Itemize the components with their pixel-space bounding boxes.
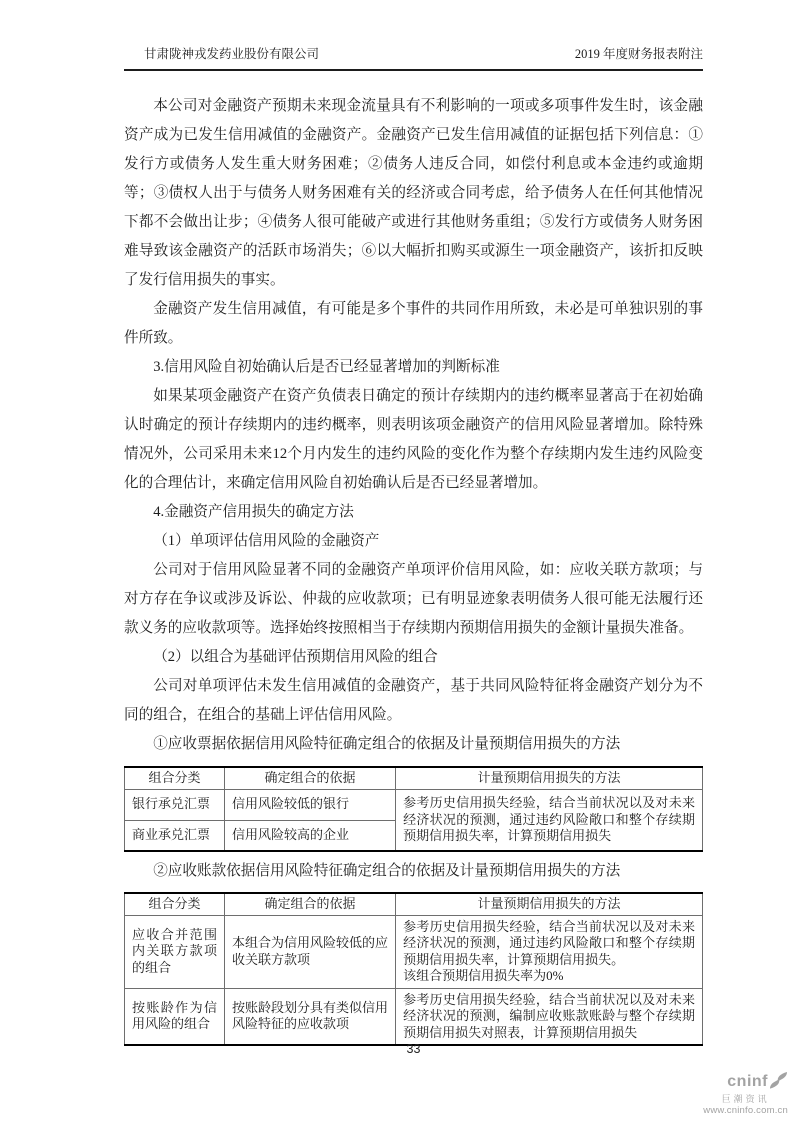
cell-method — [396, 988, 703, 1045]
accounts-receivable-table — [124, 892, 703, 1046]
method-line: 参考历史信用损失经验，结合当前状况以及对未来经济状况的预测，通过违约风险敞口和整个存续期预期信用损失率，计算预期信用损失。 — [403, 918, 695, 967]
paragraph: 公司对于信用风险显著不同的金融资产单项评价信用风险，如：应收关联方款项；与对方存在争议或涉及诉讼、仲裁的应收款项；已有明显迹象表明债务人很可能无法履行还款义务的应收款项等。选择始终按照相当于存续期内预期信用损失的金额计量损失准备。 — [124, 562, 703, 636]
subsection-heading-1: （1）单项评估信用风险的金融资产 — [153, 533, 380, 549]
cninfo-chinese-name: 巨潮资讯 — [721, 1093, 770, 1104]
company-name: 甘肃陇神戎发药业股份有限公司 — [144, 47, 320, 61]
method-line: 该组合预期信用损失率为0% — [403, 968, 564, 983]
table-header-row — [125, 767, 703, 789]
table1-caption: ①应收票据依据信用风险特征确定组合的依据及计量预期信用损失的方法 — [153, 736, 621, 752]
cell-category: 商业承兑汇票 — [125, 820, 225, 851]
cell-category: 按账龄作为信用风险的组合 — [125, 988, 225, 1045]
cell-basis: 本组合为信用风险较低的应收关联方款项 — [224, 915, 395, 988]
column-header: 组合分类 — [125, 767, 225, 789]
cell-basis: 信用风险较低的银行 — [224, 789, 395, 820]
section-heading-3: 3.信用风险自初始确认后是否已经显著增加的判断标准 — [153, 359, 500, 375]
section-heading-4: 4.金融资产信用损失的确定方法 — [153, 504, 354, 520]
column-header: 确定组合的依据 — [224, 893, 395, 915]
page-content — [124, 44, 703, 1046]
paragraph: 本公司对金融资产预期未来现金流量具有不利影响的一项或多项事件发生时，该金融资产成为已发生信用减值的金融资产。金融资产已发生信用减值的证据包括下列信息：①发行方或债务人发生重大财务困难；②债务人违反合同，如偿付利息或本金违约或逾期等；③债权人出于与债务人财务困难有关的经济或合同考虑，给予债务人在任何其他情况下都不会做出让步；④债务人很可能破产或进行其他财务重组；⑤发行方或债务人财务困难导致该金融资产的活跃市场消失；⑥以大幅折扣购买或源生一项金融资产，该折扣反映了发行信用损失的事实。 — [124, 98, 703, 288]
table-row — [125, 988, 703, 1045]
paragraph: 如果某项金融资产在资产负债表日确定的预计存续期内的违约概率显著高于在初始确认时确定的预计存续期内的违约概率，则表明该项金融资产的信用风险显著增加。除特殊情况外，公司采用未来12个月内发生的违约风险的变化作为整个存续期内发生违约风险变化的合理估计，来确定信用风险自初始确认后是否已经显著增加。 — [124, 388, 703, 491]
column-header: 计量预期信用损失的方法 — [396, 767, 703, 789]
cninfo-brand-row — [703, 1072, 788, 1094]
cell-method — [396, 915, 703, 988]
cell-category: 应收合并范围内关联方款项的组合 — [125, 915, 225, 988]
cninfo-swoosh-icon — [769, 1072, 788, 1094]
subsection-heading-2: （2）以组合为基础评估预期信用风险的组合 — [153, 649, 438, 665]
notes-receivable-table — [124, 766, 703, 852]
table2-caption: ②应收账款依据信用风险特征确定组合的依据及计量预期信用损失的方法 — [153, 863, 621, 879]
table-header-row — [125, 893, 703, 915]
document-body — [124, 92, 703, 1046]
cninfo-url: www.cninfo.com.cn — [703, 1105, 788, 1117]
cell-category: 银行承兑汇票 — [125, 789, 225, 820]
page-header — [124, 44, 703, 71]
column-header: 确定组合的依据 — [224, 767, 395, 789]
paragraph: 金融资产发生信用减值，有可能是多个事件的共同作用所致，未必是可单独识别的事件所致。 — [124, 301, 703, 346]
page-number: 33 — [406, 1042, 421, 1056]
column-header: 组合分类 — [125, 893, 225, 915]
paragraph: 公司对单项评估未发生信用减值的金融资产，基于共同风险特征将金融资产划分为不同的组合，在组合的基础上评估信用风险。 — [124, 678, 703, 723]
table-row — [125, 915, 703, 988]
report-title: 2019 年度财务报表附注 — [574, 47, 703, 61]
cell-basis: 按账龄段划分具有类似信用风险特征的应收款项 — [224, 988, 395, 1045]
cell-basis: 信用风险较高的企业 — [224, 820, 395, 851]
table-row — [125, 789, 703, 820]
cninfo-brand-text: cninf — [727, 1073, 768, 1091]
cell-method: 参考历史信用损失经验，结合当前状况以及对未来经济状况的预测，通过违约风险敞口和整个存续期预期信用损失率，计算预期信用损失 — [396, 789, 703, 851]
column-header: 计量预期信用损失的方法 — [396, 893, 703, 915]
method-line: 参考历史信用损失经验，结合当前状况以及对未来经济状况的预测，编制应收账款账龄与整个存续期预期信用损失对照表，计算预期信用损失 — [403, 991, 695, 1040]
cninfo-logo — [703, 1072, 788, 1116]
